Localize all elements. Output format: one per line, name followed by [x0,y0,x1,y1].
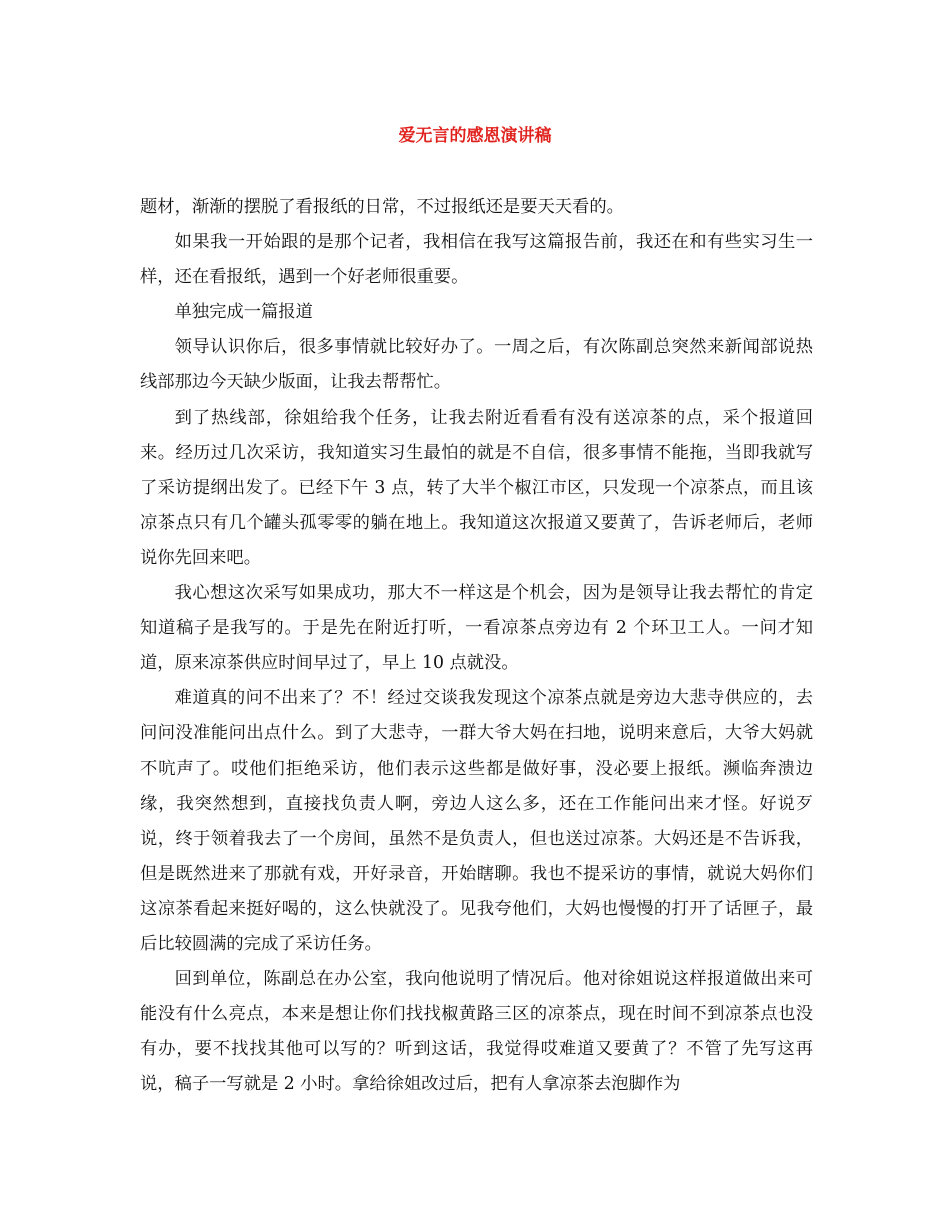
section-heading: 单独完成一篇报道 [174,302,313,323]
paragraph-6: 难道真的问不出来了？不！经过交谈我发现这个凉茶点就是旁边大悲寺供应的，去问问没准能问出点什么。到了大悲寺，一群大爷大妈在扫地，说明来意后，大爷大妈就不吭声了。哎他们拒绝采访，他们表示这些都是做好事，没必要上报纸。濒临奔溃边缘，我突然想到，直接找负责人啊，旁边人这么多，还在工作能问出来才怪。好说歹说，终于领着我去了一个房间，虽然不是负责人，但也送过凉茶。大妈还是不告诉我，但是既然进来了那就有戏，开好录音，开始瞎聊。我也不提采访的事情，就说大妈你们这凉茶看起来挺好喝的，这么快就没了。见我夸他们，大妈也慢慢的打开了话匣子，最后比较圆满的完成了采访任务。 [140,688,813,954]
paragraph-7: 回到单位，陈副总在办公室，我向他说明了情况后。他对徐姐说这样报道做出来可能没有什么亮点，本来是想让你们找找椒黄路三区的凉茶点，现在时间不到凉茶点也没有办，要不找找其他可以写的？听到这话，我觉得哎难道又要黄了？不管了先写这再说，稿子一写就是 2 小时。拿给徐姐改过后，把有人拿凉茶去泡脚作为 [140,969,813,1095]
paragraph-1: 题材，渐渐的摆脱了看报纸的日常，不过报纸还是要天天看的。 [140,197,624,217]
paragraph-4: 到了热线部，徐姐给我个任务，让我去附近看看有没有送凉茶的点，采个报道回来。经历过几次采访，我知道实习生最怕的就是不自信，很多事情不能拖，当即我就写了采访提纲出发了。已经下午 3 点，转了大半个椒江市区，只发现一个凉茶点，而且该凉茶点只有几个罐头孤零零的躺在地上。我知道这次报道又要黄了，告诉老师后，老师说你先回来吧。 [140,407,813,568]
paragraph-3: 领导认识你后，很多事情就比较好办了。一周之后，有次陈副总突然来新闻部说热线部那边今天缺少版面，让我去帮帮忙。 [140,337,813,393]
paragraph-5: 我心想这次采写如果成功，那大不一样这是个机会，因为是领导让我去帮忙的肯定知道稿子是我写的。于是先在附近打听，一看凉茶点旁边有 2 个环卫工人。一问才知道，原来凉茶供应时间早过了，早上 10 点就没。 [140,583,813,674]
document-title: 爱无言的感恩演讲稿 [398,126,552,146]
document-body [140,190,813,1102]
paragraph-2: 如果我一开始跟的是那个记者，我相信在我写这篇报告前，我还在和有些实习生一样，还在看报纸，遇到一个好老师很重要。 [140,232,813,288]
